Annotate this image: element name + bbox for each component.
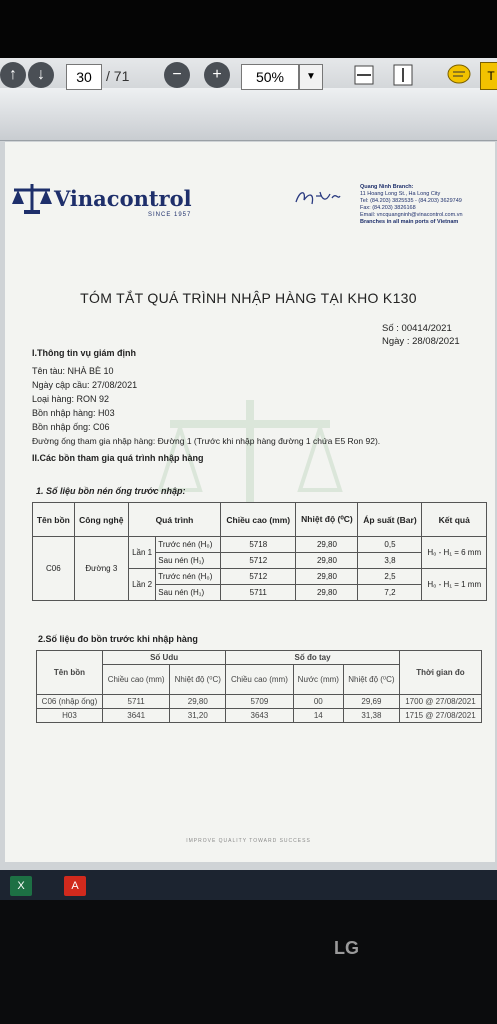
info-line: Tên tàu: NHÀ BÈ 10 (32, 366, 114, 376)
col-header: Kết quả (422, 503, 487, 537)
col-header: Nhiệt độ (⁰C) (296, 503, 358, 537)
cell: 00 (293, 695, 343, 709)
text-tool-icon[interactable]: T (480, 62, 497, 90)
col-header: Tên bồn (33, 503, 75, 537)
fit-width-icon[interactable] (353, 62, 375, 88)
cell: 31,38 (343, 709, 399, 723)
table-1-caption: 1. Số liệu bồn nén ống trước nhập: (36, 486, 186, 496)
table-compression (32, 502, 487, 601)
comment-icon[interactable] (446, 62, 472, 88)
logo-since: SINCE 1957 (148, 212, 192, 218)
handwritten-signature (292, 186, 342, 210)
col-header: Số Udu (102, 651, 225, 665)
cell-height: 5712 (221, 553, 296, 569)
info-line: Bồn nhập ống: C06 (32, 422, 110, 432)
branch-line: 11 Hoang Long St., Ha Long City (360, 191, 441, 197)
cell: 3641 (102, 709, 169, 723)
cell-result: H₀ - H₁ = 1 mm (422, 569, 487, 601)
sub-header: Nhiệt độ (⁰C) (343, 665, 399, 695)
cell: 5709 (226, 695, 293, 709)
cell-result: H₀ - H₁ = 6 mm (422, 537, 487, 569)
cell-temp: 29,80 (296, 537, 358, 553)
page-number-input[interactable]: 30 (66, 64, 102, 90)
branch-line: Quang Ninh Branch: (360, 184, 414, 190)
sub-header: Nước (mm) (293, 665, 343, 695)
section-2-heading: II.Các bồn tham gia quá trình nhập hàng (32, 453, 204, 463)
document-title: TÓM TẮT QUÁ TRÌNH NHẬP HÀNG TẠI KHO K130 (80, 290, 417, 306)
scales-logo-icon (10, 182, 54, 216)
cell: 29,69 (343, 695, 399, 709)
excel-icon[interactable]: X (10, 876, 32, 896)
fit-page-icon[interactable] (392, 62, 414, 88)
page-footer: IMPROVE QUALITY TOWARD SUCCESS (186, 838, 311, 844)
cell-temp: 29,80 (296, 569, 358, 585)
cell-height: 5712 (221, 569, 296, 585)
info-line: Đường ống tham gia nhập hàng: Đường 1 (Trước khi nhập hàng đường 1 chứa E5 Ron 92). (32, 436, 381, 446)
table-tank-measurements (36, 650, 482, 723)
prev-page-icon[interactable]: ↑ (0, 62, 26, 88)
doc-ngay: Ngày : 28/08/2021 (382, 336, 460, 347)
col-header: Thời gian đo (399, 651, 481, 695)
company-logo: Vinacontrol (54, 186, 192, 211)
branch-info (360, 184, 497, 226)
sub-header: Chiều cao (mm) (226, 665, 293, 695)
cell-temp: 29,80 (296, 585, 358, 601)
info-line: Bồn nhập hàng: H03 (32, 408, 115, 418)
col-header: Quá trình (128, 503, 220, 537)
monitor-bezel (0, 0, 497, 60)
next-page-icon[interactable]: ↓ (28, 62, 54, 88)
cell: 14 (293, 709, 343, 723)
cell-height: 5711 (221, 585, 296, 601)
cell: 29,80 (170, 695, 226, 709)
cell: 31,20 (170, 709, 226, 723)
cell: 5711 (102, 695, 169, 709)
doc-so: Số : 00414/2021 (382, 323, 452, 334)
cell: C06 (nhập ống) (37, 695, 103, 709)
cell: 3643 (226, 709, 293, 723)
cell-temp: 29,80 (296, 553, 358, 569)
section-1-heading: I.Thông tin vụ giám định (32, 348, 136, 358)
sub-header: Chiều cao (mm) (102, 665, 169, 695)
col-header: Chiều cao (mm) (221, 503, 296, 537)
cell-step: Sau nén (H₁) (156, 553, 221, 569)
col-header: Áp suất (Bar) (358, 503, 422, 537)
cell-pressure: 3,8 (358, 553, 422, 569)
cell-step: Sau nén (H₁) (156, 585, 221, 601)
document-number (382, 322, 460, 348)
cell-step: Trước nén (H₀) (156, 537, 221, 553)
sub-header: Nhiệt độ (⁰C) (170, 665, 226, 695)
zoom-out-icon[interactable]: − (164, 62, 190, 88)
cell-pressure: 7,2 (358, 585, 422, 601)
cell-pressure: 0,5 (358, 537, 422, 553)
monitor-brand-logo: LG (334, 938, 359, 958)
col-header: Tên bồn (37, 651, 103, 695)
page-total: / 71 (106, 68, 130, 84)
col-header: Công nghệ (74, 503, 128, 537)
branch-line: Email: vncquangninh@vinacontrol.com.vn (360, 212, 463, 218)
cell-step: Trước nén (H₀) (156, 569, 221, 585)
zoom-in-icon[interactable]: + (204, 62, 230, 88)
cell-tank: C06 (33, 537, 75, 601)
zoom-dropdown-icon[interactable]: ▼ (299, 64, 323, 90)
cell-height: 5718 (221, 537, 296, 553)
cell-pressure: 2,5 (358, 569, 422, 585)
cell-round: Lần 2 (128, 569, 155, 601)
info-line: Loại hàng: RON 92 (32, 394, 110, 404)
cell: 1715 @ 27/08/2021 (399, 709, 481, 723)
cell: H03 (37, 709, 103, 723)
cell-round: Lần 1 (128, 537, 155, 569)
col-header: Số đo tay (226, 651, 400, 665)
branch-line: Fax: (84.203) 3826168 (360, 205, 416, 211)
table-2-caption: 2.Số liệu đo bồn trước khi nhập hàng (38, 634, 198, 644)
cell: 1700 @ 27/08/2021 (399, 695, 481, 709)
info-line: Ngày cập cầu: 27/08/2021 (32, 380, 138, 390)
cell-tech: Đường 3 (74, 537, 128, 601)
pdf-reader-icon[interactable]: A (64, 876, 86, 896)
branch-line: Branches in all main ports of Vietnam (360, 219, 459, 225)
pdf-toolbar (0, 88, 497, 141)
zoom-input[interactable]: 50% (241, 64, 299, 90)
branch-line: Tel: (84.203) 3825535 - (84.203) 3629749 (360, 198, 462, 204)
